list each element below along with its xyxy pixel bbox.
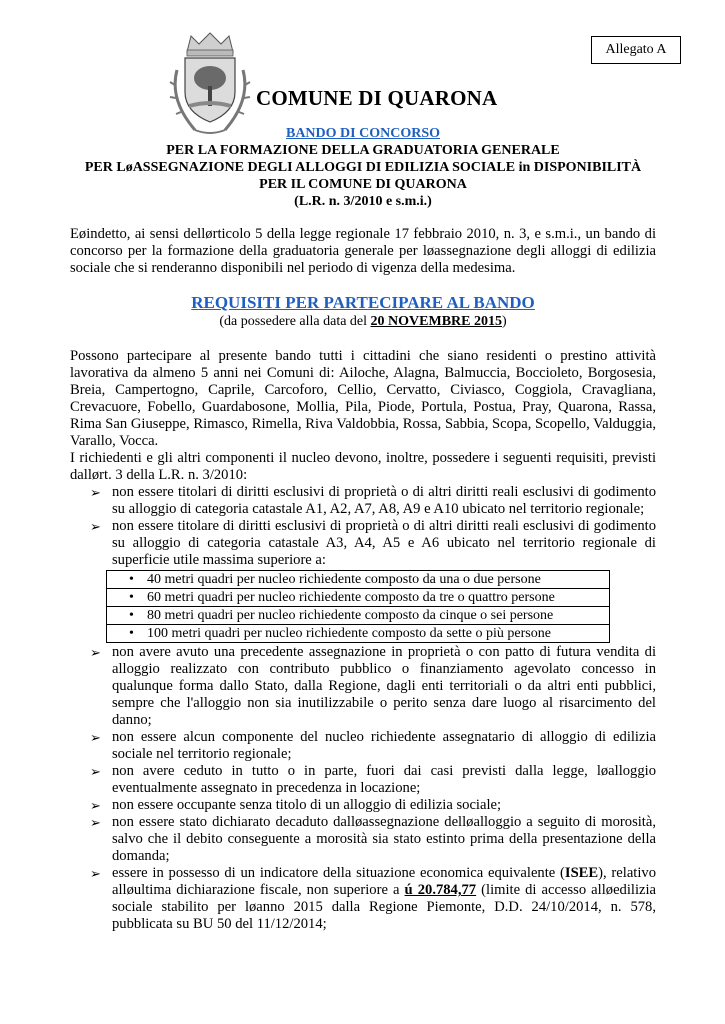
bando-line-2: PER LA FORMAZIONE DELLA GRADUATORIA GENERALE — [166, 143, 560, 158]
list-item-text: non essere titolari di diritti esclusivi di proprietà o di altri diritti reali esclusivi di godimento su alloggio di categoria catastale A1, A2, A7, A8, A9 e A10 ubicato nel territorio regionale; — [112, 484, 656, 517]
requisiti-sub-prefix: (da possedere alla data del — [219, 314, 371, 329]
arrow-bullet-icon: ➢ — [90, 645, 101, 660]
list-item — [86, 865, 656, 933]
list-item — [86, 763, 656, 797]
bullet-dot-icon: • — [129, 572, 134, 587]
bullet-dot-icon: • — [129, 590, 134, 605]
list-item-text: non essere occupante senza titolo di un alloggio di edilizia sociale; — [112, 797, 502, 813]
isee-text-a: essere in possesso di un indicatore della situazione economica equivalente ( — [112, 865, 565, 881]
eligibility-paragraph: Possono partecipare al presente bando tutti i cittadini che siano residenti o prestino attività lavorativa da almeno 5 anni nei Comuni di: Ailoche, Alagna, Balmuccia, Boccioleto, Borgosesia, Breia, Campertogno, Caprile, Carcoforo, Cellio, Cervatto, Civiasco, Coggiola, Cravagliana, Crevacuore, Fobello, Guardabosone, Mollia, Pila, Piode, Portula, Postua, Pray, Quarona, Rassa, Rima San Giuseppe, Rimasco, Rimella, Riva Valdobbia, Rossa, Sabbia, Scopa, Scopello, Valduggia, Varallo, Vocca. — [70, 348, 656, 449]
list-item — [86, 518, 656, 643]
table-cell — [107, 625, 610, 643]
list-item-text: non avere ceduto in tutto o in parte, fuori dai casi previsti dalla legge, løalloggio eventualmente assegnato in precedenza in locazione; — [112, 763, 656, 796]
arrow-bullet-icon: ➢ — [90, 866, 101, 881]
requisiti-sub-suffix: ) — [502, 314, 507, 329]
arrow-bullet-icon: ➢ — [90, 815, 101, 830]
requirements-intro: I richiedenti e gli altri componenti il nucleo devono, inoltre, possedere i seguenti requisiti, previsti dallørt. 3 della L.R. n. 3/2010: — [70, 450, 656, 483]
arrow-bullet-icon: ➢ — [90, 485, 101, 500]
municipal-crest-icon — [165, 30, 255, 140]
isee-text-c: (limite di accesso alløedilizia sociale stabilito per løanno 2015 dalla Regione Piemonte, D.D. 24/10/2014, n. 578, pubblicata su BU 50 del 11/12/2014; — [112, 882, 657, 932]
bando-line-3: PER LøASSEGNAZIONE DEGLI ALLOGGI DI EDILIZIA SOCIALE in DISPONIBILITÀ — [84, 160, 642, 175]
list-item-text: non avere avuto una precedente assegnazione in proprietà o con patto di futura vendita di alloggio realizzato con contributo pubblico o finanziamento agevolato concesso in qualunque forma dallo Stato, dalla Regione, dagli enti territoriali o da altri enti pubblici, sempre che l'alloggio non sia inutilizzabile o perito senza dare luogo al risarcimento del danno; — [112, 644, 656, 728]
list-item-text: non essere titolare di diritti esclusivi di proprietà o di altri diritti reali esclusivi di godimento su alloggio di categoria catastale A3, A4, A5 e A6 ubicato nel territorio regionale di superficie utile massima superiore a: — [112, 518, 656, 568]
size-text: 60 metri quadri per nucleo richiedente composto da tre o quattro persone — [147, 590, 555, 605]
size-text: 100 metri quadri per nucleo richiedente composto da sette o più persone — [147, 626, 551, 641]
arrow-bullet-icon: ➢ — [90, 798, 101, 813]
intro-paragraph: Eøindetto, ai sensi dellørticolo 5 della legge regionale 17 febbraio 2010, n. 3, e s.m.i., un bando di concorso per la formazione della graduatoria generale per løassegnazione degli alloggi di edilizia sociale che si renderanno disponibili nel periodo di vigenza della medesima. — [70, 226, 656, 276]
isee-label: ISEE — [564, 865, 599, 881]
size-text: 80 metri quadri per nucleo richiedente composto da cinque o sei persone — [147, 608, 554, 623]
list-item-text: non essere alcun componente del nucleo richiedente assegnatario di alloggio di edilizia sociale nel territorio regionale; — [112, 729, 656, 762]
isee-text-b: ), relativo alløultima dichiarazione fiscale, non superiore a — [112, 865, 657, 898]
list-item — [86, 729, 656, 763]
requirements-list — [86, 484, 656, 933]
isee-amount: ú 20.784,77 — [404, 882, 477, 898]
table-row — [107, 589, 610, 607]
table-cell — [107, 571, 610, 589]
arrow-bullet-icon: ➢ — [90, 764, 101, 779]
allegato-box — [591, 36, 681, 64]
page-title: COMUNE DI QUARONA — [256, 86, 498, 110]
bando-line-4: PER IL COMUNE DI QUARONA — [259, 177, 467, 192]
list-item — [86, 484, 656, 518]
bullet-dot-icon: • — [129, 626, 134, 641]
bando-title: BANDO DI CONCORSO — [285, 126, 440, 141]
requisiti-title: REQUISITI PER PARTECIPARE AL BANDO — [191, 293, 535, 312]
list-item-text: non essere stato dichiarato decaduto dalløassegnazione delløalloggio a seguito di morosità, salvo che il debito conseguente a morosità sia stato estinto prima della presentazione della domanda; — [112, 814, 656, 864]
table-cell — [107, 607, 610, 625]
table-cell — [107, 589, 610, 607]
list-item — [86, 644, 656, 729]
bullet-dot-icon: • — [129, 608, 134, 623]
bando-heading — [70, 125, 656, 210]
table-row — [107, 571, 610, 589]
size-text: 40 metri quadri per nucleo richiedente composto da una o due persone — [147, 572, 541, 587]
bando-line-5: (L.R. n. 3/2010 e s.m.i.) — [294, 194, 432, 209]
arrow-bullet-icon: ➢ — [90, 730, 101, 745]
requisiti-subtitle — [70, 314, 656, 330]
table-row — [107, 607, 610, 625]
allegato-label: Allegato A — [605, 42, 667, 57]
table-row — [107, 625, 610, 643]
surface-table — [106, 570, 610, 643]
arrow-bullet-icon: ➢ — [90, 519, 101, 534]
requisiti-date: 20 NOVEMBRE 2015 — [370, 314, 502, 329]
list-item — [86, 797, 656, 814]
list-item — [86, 814, 656, 865]
